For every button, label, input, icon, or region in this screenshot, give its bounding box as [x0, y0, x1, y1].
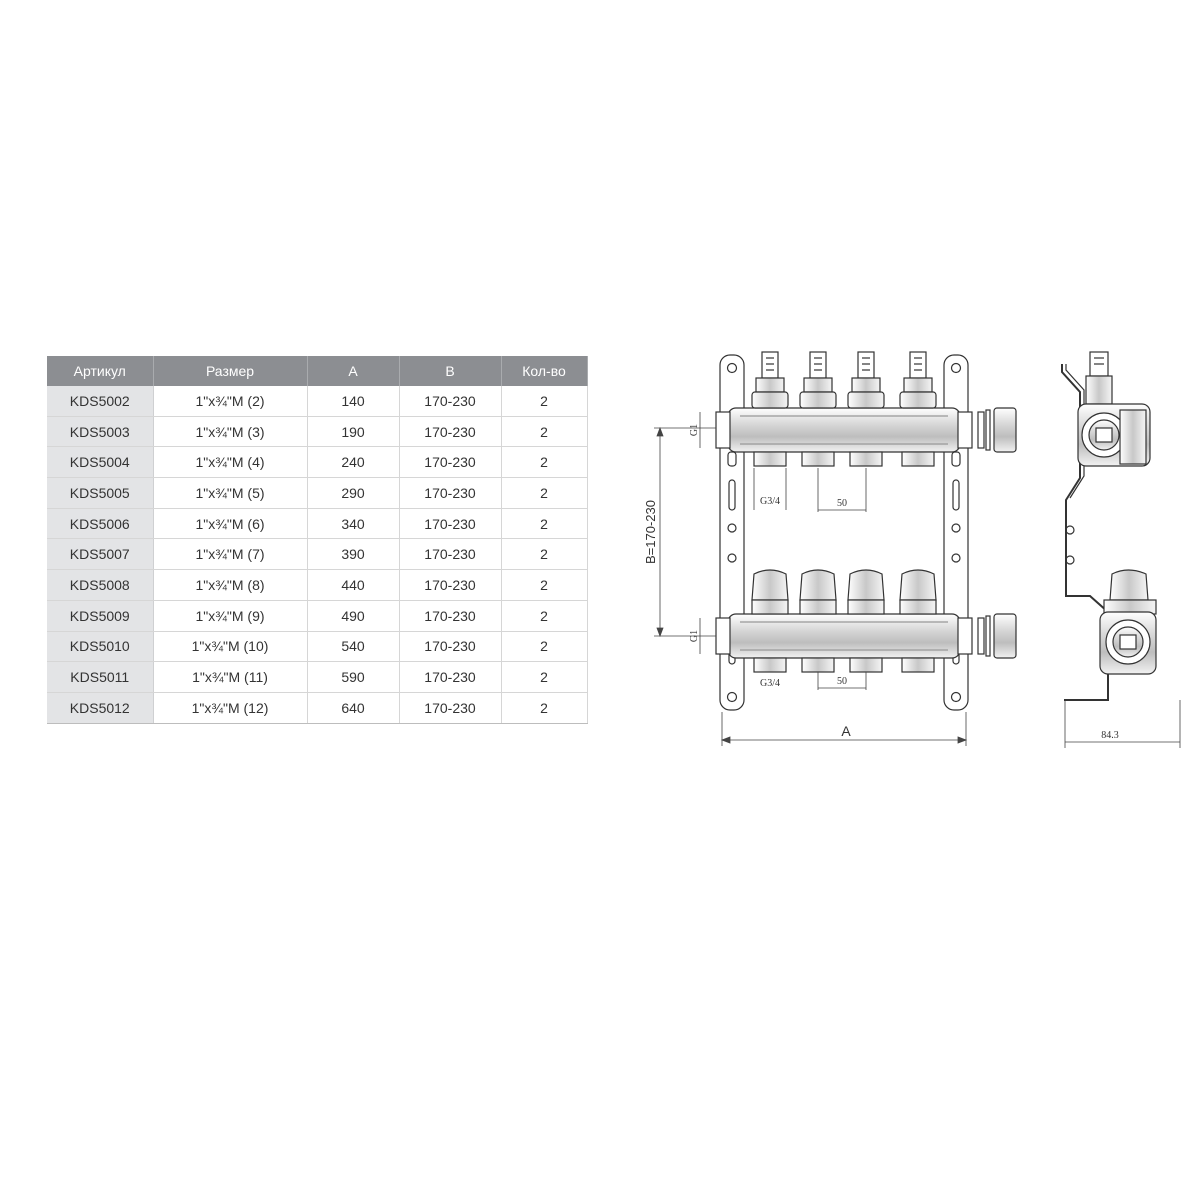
cell-b: 170-230	[399, 539, 501, 570]
cell-qty: 2	[501, 631, 587, 662]
spacing-top-label: 50	[837, 498, 847, 509]
cell-article: KDS5006	[47, 508, 153, 539]
side-top-valve	[1078, 352, 1150, 466]
cell-b: 170-230	[399, 386, 501, 416]
cell-article: KDS5007	[47, 539, 153, 570]
header-article: Артикул	[47, 356, 153, 386]
side-bottom-valve	[1100, 570, 1156, 674]
top-outlets	[754, 452, 934, 466]
cell-a: 490	[307, 600, 399, 631]
header-qty: Кол-во	[501, 356, 587, 386]
dimension-b-label: B=170-230	[643, 500, 658, 564]
cell-b: 170-230	[399, 447, 501, 478]
dimension-a-label: A	[841, 723, 851, 739]
g1-bottom-label: G1	[689, 629, 700, 643]
g1-top-label: G1	[689, 423, 700, 437]
g34-bottom-label: G3/4	[760, 678, 780, 689]
cell-a: 540	[307, 631, 399, 662]
cell-size: 1"x¾"M (4)	[153, 447, 307, 478]
cell-a: 590	[307, 662, 399, 693]
cell-qty: 2	[501, 570, 587, 601]
cell-qty: 2	[501, 447, 587, 478]
cell-qty: 2	[501, 662, 587, 693]
cell-b: 170-230	[399, 662, 501, 693]
cell-a: 440	[307, 570, 399, 601]
spacing-bottom-label: 50	[837, 676, 847, 687]
bottom-collector-bar	[716, 614, 972, 658]
cell-size: 1"x¾"M (6)	[153, 508, 307, 539]
cell-a: 290	[307, 478, 399, 509]
bottom-outlets	[754, 658, 934, 672]
cell-article: KDS5002	[47, 386, 153, 416]
cell-article: KDS5010	[47, 631, 153, 662]
cell-article: KDS5003	[47, 416, 153, 447]
cell-article: KDS5011	[47, 662, 153, 693]
cell-a: 340	[307, 508, 399, 539]
cell-size: 1"x¾"M (5)	[153, 478, 307, 509]
cell-size: 1"x¾"M (12)	[153, 692, 307, 723]
side-view	[1062, 352, 1156, 700]
cell-size: 1"x¾"M (7)	[153, 539, 307, 570]
flow-meters	[752, 352, 936, 408]
cell-size: 1"x¾"M (3)	[153, 416, 307, 447]
cell-a: 190	[307, 416, 399, 447]
header-size: Размер	[153, 356, 307, 386]
cell-qty: 2	[501, 539, 587, 570]
cell-b: 170-230	[399, 692, 501, 723]
cell-size: 1"x¾"M (2)	[153, 386, 307, 416]
cell-qty: 2	[501, 508, 587, 539]
cell-a: 390	[307, 539, 399, 570]
cell-size: 1"x¾"M (11)	[153, 662, 307, 693]
cell-size: 1"x¾"M (8)	[153, 570, 307, 601]
header-b: B	[399, 356, 501, 386]
end-fittings	[978, 408, 1016, 658]
cell-qty: 2	[501, 386, 587, 416]
cell-a: 240	[307, 447, 399, 478]
depth-label: 84.3	[1101, 730, 1119, 741]
cell-article: KDS5009	[47, 600, 153, 631]
cell-b: 170-230	[399, 478, 501, 509]
valve-caps	[752, 570, 936, 614]
cell-qty: 2	[501, 416, 587, 447]
cell-a: 140	[307, 386, 399, 416]
cell-article: KDS5005	[47, 478, 153, 509]
cell-a: 640	[307, 692, 399, 723]
cell-article: KDS5012	[47, 692, 153, 723]
cell-qty: 2	[501, 478, 587, 509]
cell-qty: 2	[501, 692, 587, 723]
cell-qty: 2	[501, 600, 587, 631]
header-a: A	[307, 356, 399, 386]
cell-b: 170-230	[399, 508, 501, 539]
cell-article: KDS5004	[47, 447, 153, 478]
cell-b: 170-230	[399, 631, 501, 662]
cell-b: 170-230	[399, 570, 501, 601]
cell-size: 1"x¾"M (9)	[153, 600, 307, 631]
top-collector-bar	[716, 408, 972, 452]
front-view	[716, 352, 1016, 710]
g34-top-label: G3/4	[760, 496, 780, 507]
cell-article: KDS5008	[47, 570, 153, 601]
cell-size: 1"x¾"M (10)	[153, 631, 307, 662]
cell-b: 170-230	[399, 416, 501, 447]
cell-b: 170-230	[399, 600, 501, 631]
